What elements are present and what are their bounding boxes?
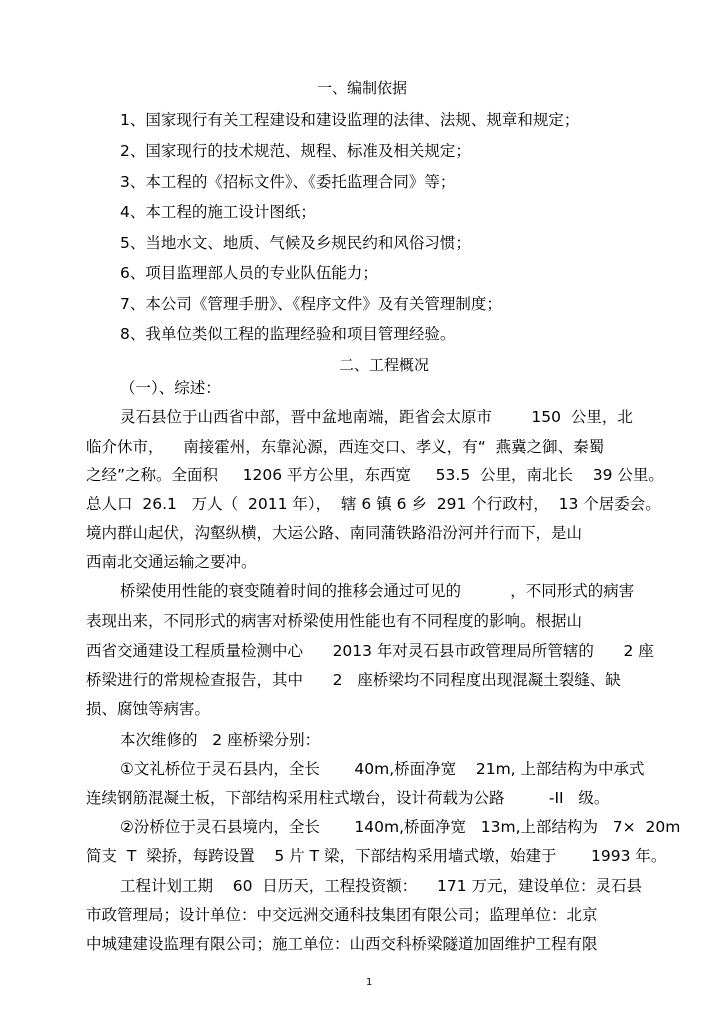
page-number: 1 xyxy=(366,977,373,988)
paragraph-line: 中城建建设监理有限公司；施工单位：山西交科桥梁隧道加固维护工程有限 xyxy=(86,935,598,953)
list-item: 2、国家现行的技术规范、规程、标准及相关规定； xyxy=(120,142,471,160)
paragraph-line: ②汾桥位于灵石县境内，全长 140m,桥面净宽 13m,上部结构为 7× 20m xyxy=(120,818,681,836)
paragraph-line: 桥梁进行的常规检查报告，其中 2 座桥梁均不同程度出现混凝土裂缝、缺 xyxy=(86,671,621,689)
paragraph-line: 损、腐蚀等病害。 xyxy=(86,700,211,718)
paragraph-line: 本次维修的 2 座桥梁分别： xyxy=(120,731,321,749)
section-heading-overview: 二、工程概况 xyxy=(339,356,430,374)
paragraph-line: 桥梁使用性能的衰变随着时间的推移会通过可见的 ，不同形式的病害 xyxy=(120,582,635,600)
paragraph-line: 连续钢筋混凝土板，下部结构采用柱式墩台，设计荷载为公路 -II 级。 xyxy=(86,789,610,807)
paragraph-line: 市政管理局；设计单位：中交远洲交通科技集团有限公司；监理单位：北京 xyxy=(86,906,598,924)
paragraph-line: 总人口 26.1 万人（ 2011 年）， 辖 6 镇 6 乡 291 个行政村， 13 个居委会。 xyxy=(86,495,661,513)
list-item: 3、本工程的《招标文件》、《委托监理合同》等； xyxy=(120,173,456,191)
section-heading-basis: 一、编制依据 xyxy=(317,79,408,97)
list-item: 4、本工程的施工设计图纸； xyxy=(120,203,316,221)
subheading-summary: （一）、综述： xyxy=(120,379,221,397)
paragraph-line: 工程计划工期 60 日历天，工程投资额： 171 万元，建设单位：灵石县 xyxy=(120,877,643,895)
paragraph-line: 表现出来，不同形式的病害对桥梁使用性能也有不同程度的影响。根据山 xyxy=(86,612,583,630)
list-item: 8、我单位类似工程的监理经验和项目管理经验。 xyxy=(120,325,456,343)
list-item: 6、项目监理部人员的专业队伍能力； xyxy=(120,264,378,282)
list-item: 5、当地水文、地质、气候及乡规民约和风俗习惯； xyxy=(120,234,471,252)
paragraph-line: 灵石县位于山西省中部，晋中盆地南端，距省会太原市 150 公里，北 xyxy=(120,408,633,426)
paragraph-line: 之经”之称。全面积 1206 平方公里，东西宽 53.5 公里，南北长 39 公里。 xyxy=(86,466,664,484)
paragraph-line: 西南北交通运输之要冲。 xyxy=(86,553,257,571)
paragraph-line: 西省交通建设工程质量检测中心 2013 年对灵石县市政管理局所管辖的 2 座 xyxy=(86,642,654,660)
list-item: 7、本公司《管理手册》、《程序文件》及有关管理制度； xyxy=(120,295,502,313)
paragraph-line: 境内群山起伏，沟壑纵横，大运公路、南同蒲铁路沿汾河并行而下，是山 xyxy=(86,524,583,542)
paragraph-line: 简支 T 梁挢，每跨设置 5 片 T 梁，下部结构采用墙式墩，始建于 1993 年。 xyxy=(86,847,667,865)
paragraph-line: 临介休市， 南接霍州，东靠沁源，西连交口、孝义，有“ 燕冀之御、秦蜀 xyxy=(86,438,605,456)
paragraph-line: ①文礼桥位于灵石县内，全长 40m,桥面净宽 21m, 上部结构为中承式 xyxy=(120,760,645,778)
list-item: 1、国家现行有关工程建设和建设监理的法律、法规、规章和规定； xyxy=(120,111,580,129)
